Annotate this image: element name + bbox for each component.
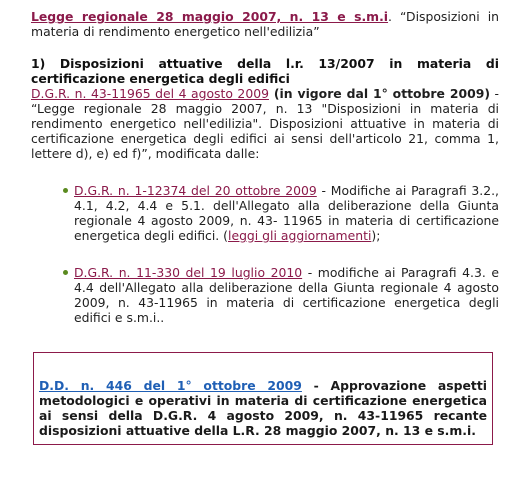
highlight-box bbox=[33, 352, 493, 445]
amendment-text: - Modifiche ai Paragrafi 3.2., 4.1, 4.2, 4.4 e 5.1. dell'Allegato alla deliberazione della Giunta regionale 4 agosto 2009, n. 43- 11965 in materia di certificazione energetica degli edifici. ( bbox=[74, 183, 499, 243]
section-1 bbox=[31, 56, 499, 325]
amendment-link[interactable]: D.G.R. n. 1-12374 del 20 ottobre 2009 bbox=[74, 183, 317, 198]
amendment-text: - modifiche ai Paragrafi 4.3. e 4.4 dell'Allegato alla deliberazione della Giunta regionale 4 agosto 2009, n. 43-11965 in materia di certificazione energetica degli edifici e s.m.i.. bbox=[74, 265, 499, 325]
bullet-icon bbox=[63, 270, 68, 275]
box-text: - Approvazione aspetti metodologici e operativi in materia di certificazione energetica ai sensi della D.G.R. 4 agosto 2009, n. 43-11965 recante disposizioni attuative della L.R. 28 maggio 2007, n. 13 e s.m.i. bbox=[39, 378, 487, 438]
law-title: Disposizioni in materia di rendimento energetico nell'edilizia bbox=[31, 9, 499, 39]
dgr-main-paragraph bbox=[31, 86, 499, 161]
dgr-in-force: (in vigore dal 1° ottobre 2009) bbox=[268, 86, 490, 101]
list-item bbox=[31, 183, 499, 243]
box-paragraph bbox=[39, 378, 487, 438]
amendment-link[interactable]: D.G.R. n. 11-330 del 19 luglio 2010 bbox=[74, 265, 303, 280]
amendment-tail: ); bbox=[371, 228, 381, 243]
intro-paragraph bbox=[31, 9, 499, 39]
law-link[interactable]: Legge regionale 28 maggio 2007, n. 13 e s.m.i bbox=[31, 9, 389, 24]
bullet-icon bbox=[63, 188, 68, 193]
document-body bbox=[31, 9, 499, 347]
law-suffix: . “ bbox=[388, 9, 407, 24]
update-link[interactable]: leggi gli aggiornamenti bbox=[228, 228, 372, 243]
list-item bbox=[31, 265, 499, 325]
dgr-description: - “Legge regionale 28 maggio 2007, n. 13 "Disposizioni in materia di rendimento energetico nell'edilizia". Disposizioni attuative in materia di certificazione energetica degli edifici ai sensi dell'articolo 21, comma 1, lettere d), e) ed f)”, modificata dalle: bbox=[31, 86, 499, 161]
dd-link[interactable]: D.D. n. 446 del 1° ottobre 2009 bbox=[39, 378, 302, 393]
law-close: ” bbox=[313, 24, 320, 39]
dgr-main-link[interactable]: D.G.R. n. 43-11965 del 4 agosto 2009 bbox=[31, 86, 269, 101]
section-heading: 1) Disposizioni attuative della l.r. 13/2007 in materia di certificazione energetica degli edifici bbox=[31, 56, 499, 86]
amendments-list bbox=[31, 183, 499, 325]
